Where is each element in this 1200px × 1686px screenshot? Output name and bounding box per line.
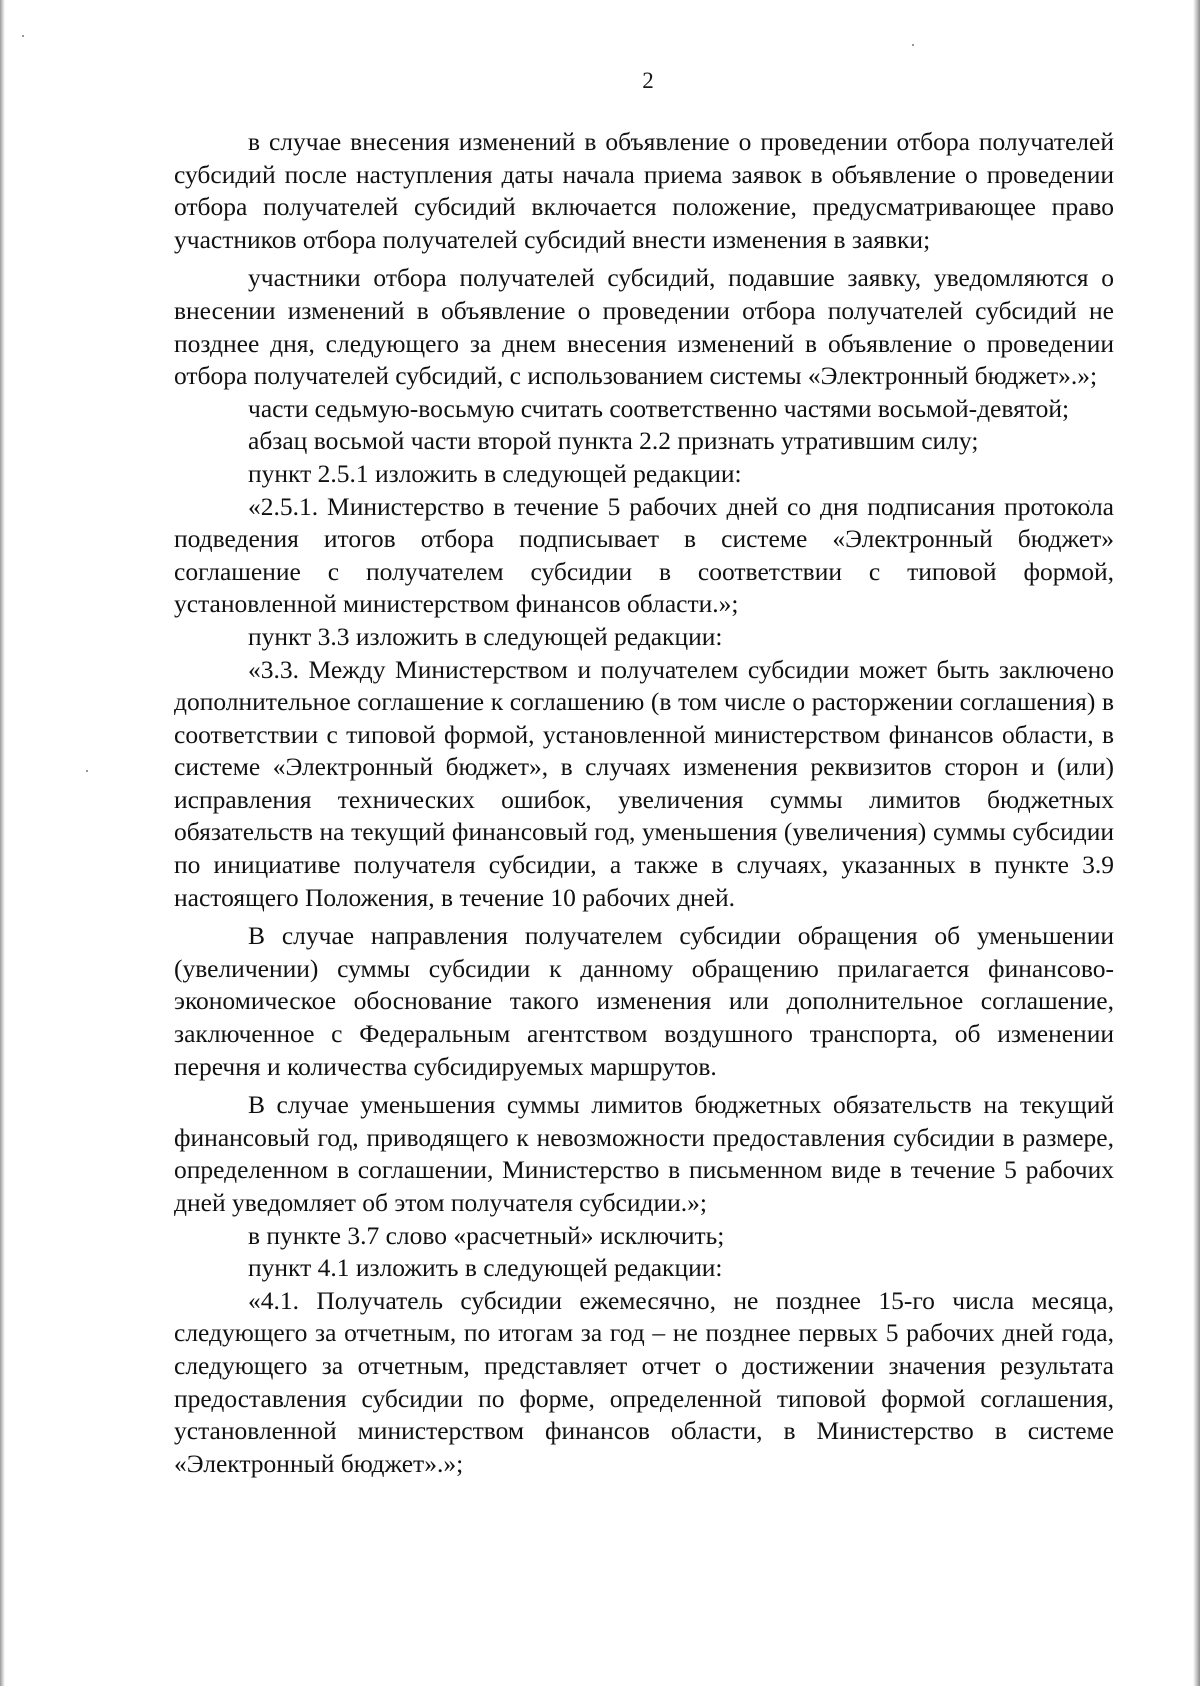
paragraph: «4.1. Получатель субсидии ежемесячно, не позднее 15-го числа месяца, следующего за отчетным, по итогам за год – не позднее первых 5 рабочих дней года, следующего за отчетным, представляет отчет о достижении значения результата предоставления субсидии по форме, определенной типовой формой соглашения, установленной министерством финансов области, в Министерство в системе «Электронный бюджет».»; [174,1285,1114,1478]
scan-speck [912,44,914,46]
paragraph: пункт 2.5.1 изложить в следующей редакции: [248,458,742,488]
paragraph: участники отбора получателей субсидий, подавшие заявку, уведомляются о внесении изменений в объявление о проведении отбора получателей субсидий не позднее дня, следующего за днем внесения изменений в объявление о проведении отбора получателей субсидий, с использованием системы «Электронный бюджет».»; [174,263,1114,391]
scan-edge-right [1193,0,1200,1686]
document-body [174,126,1114,1480]
paragraph: «3.3. Между Министерством и получателем субсидии может быть заключено дополнительное соглашение к соглашению (в том числе о расторжении соглашения) в соответствии с типовой формой, установленной министерством финансов области, в системе «Электронный бюджет», в случаях изменения реквизитов сторон и (или) исправления технических ошибок, увеличения суммы лимитов бюджетных обязательств на текущий финансовый год, уменьшения (увеличения) суммы субсидии по инициативе получателя субсидии, а также в случаях, указанных в пункте 3.9 настоящего Положения, в течение 10 рабочих дней. [174,654,1114,912]
paragraph: абзац восьмой части второй пункта 2.2 признать утратившим силу; [248,426,979,456]
paragraph: пункт 3.3 изложить в следующей редакции: [248,621,723,651]
scan-edge-left [0,0,5,1686]
scan-speck [86,770,88,772]
paragraph: в пункте 3.7 слово «расчетный» исключить; [248,1220,725,1250]
paragraph: пункт 4.1 изложить в следующей редакции: [248,1253,723,1283]
paragraph: В случае уменьшения суммы лимитов бюджетных обязательств на текущий финансовый год, приводящего к невозможности предоставления субсидии в размере, определенном в соглашении, Министерство в письменном виде в течение 5 рабочих дней уведомляет об этом получателя субсидии.»; [174,1090,1114,1217]
scan-speck [22,35,24,37]
paragraph: В случае направления получателем субсидии обращения об уменьшении (увеличении) суммы субсидии к данному обращению прилагается финансово-экономическое обоснование такого изменения или дополнительное соглашение, заключенное с Федеральным агентством воздушного транспорта, об изменении перечня и количества субсидируемых маршрутов. [174,921,1114,1081]
paragraph: «2.5.1. Министерство в течение 5 рабочих дней со дня подписания протокола подведения итогов отбора подписывает в системе «Электронный бюджет» соглашение с получателем субсидии в соответствии с типовой формой, установленной министерством финансов области.»; [174,491,1114,619]
page-number: 2 [642,68,654,93]
paragraph: части седьмую-восьмую считать соответственно частями восьмой-девятой; [248,393,1070,423]
paragraph: в случае внесения изменений в объявление о проведении отбора получателей субсидий после наступления даты начала приема заявок в объявление о проведении отбора получателей субсидий включается положение, предусматривающее право участников отбора получателей субсидий внести изменения в заявки; [174,127,1114,254]
